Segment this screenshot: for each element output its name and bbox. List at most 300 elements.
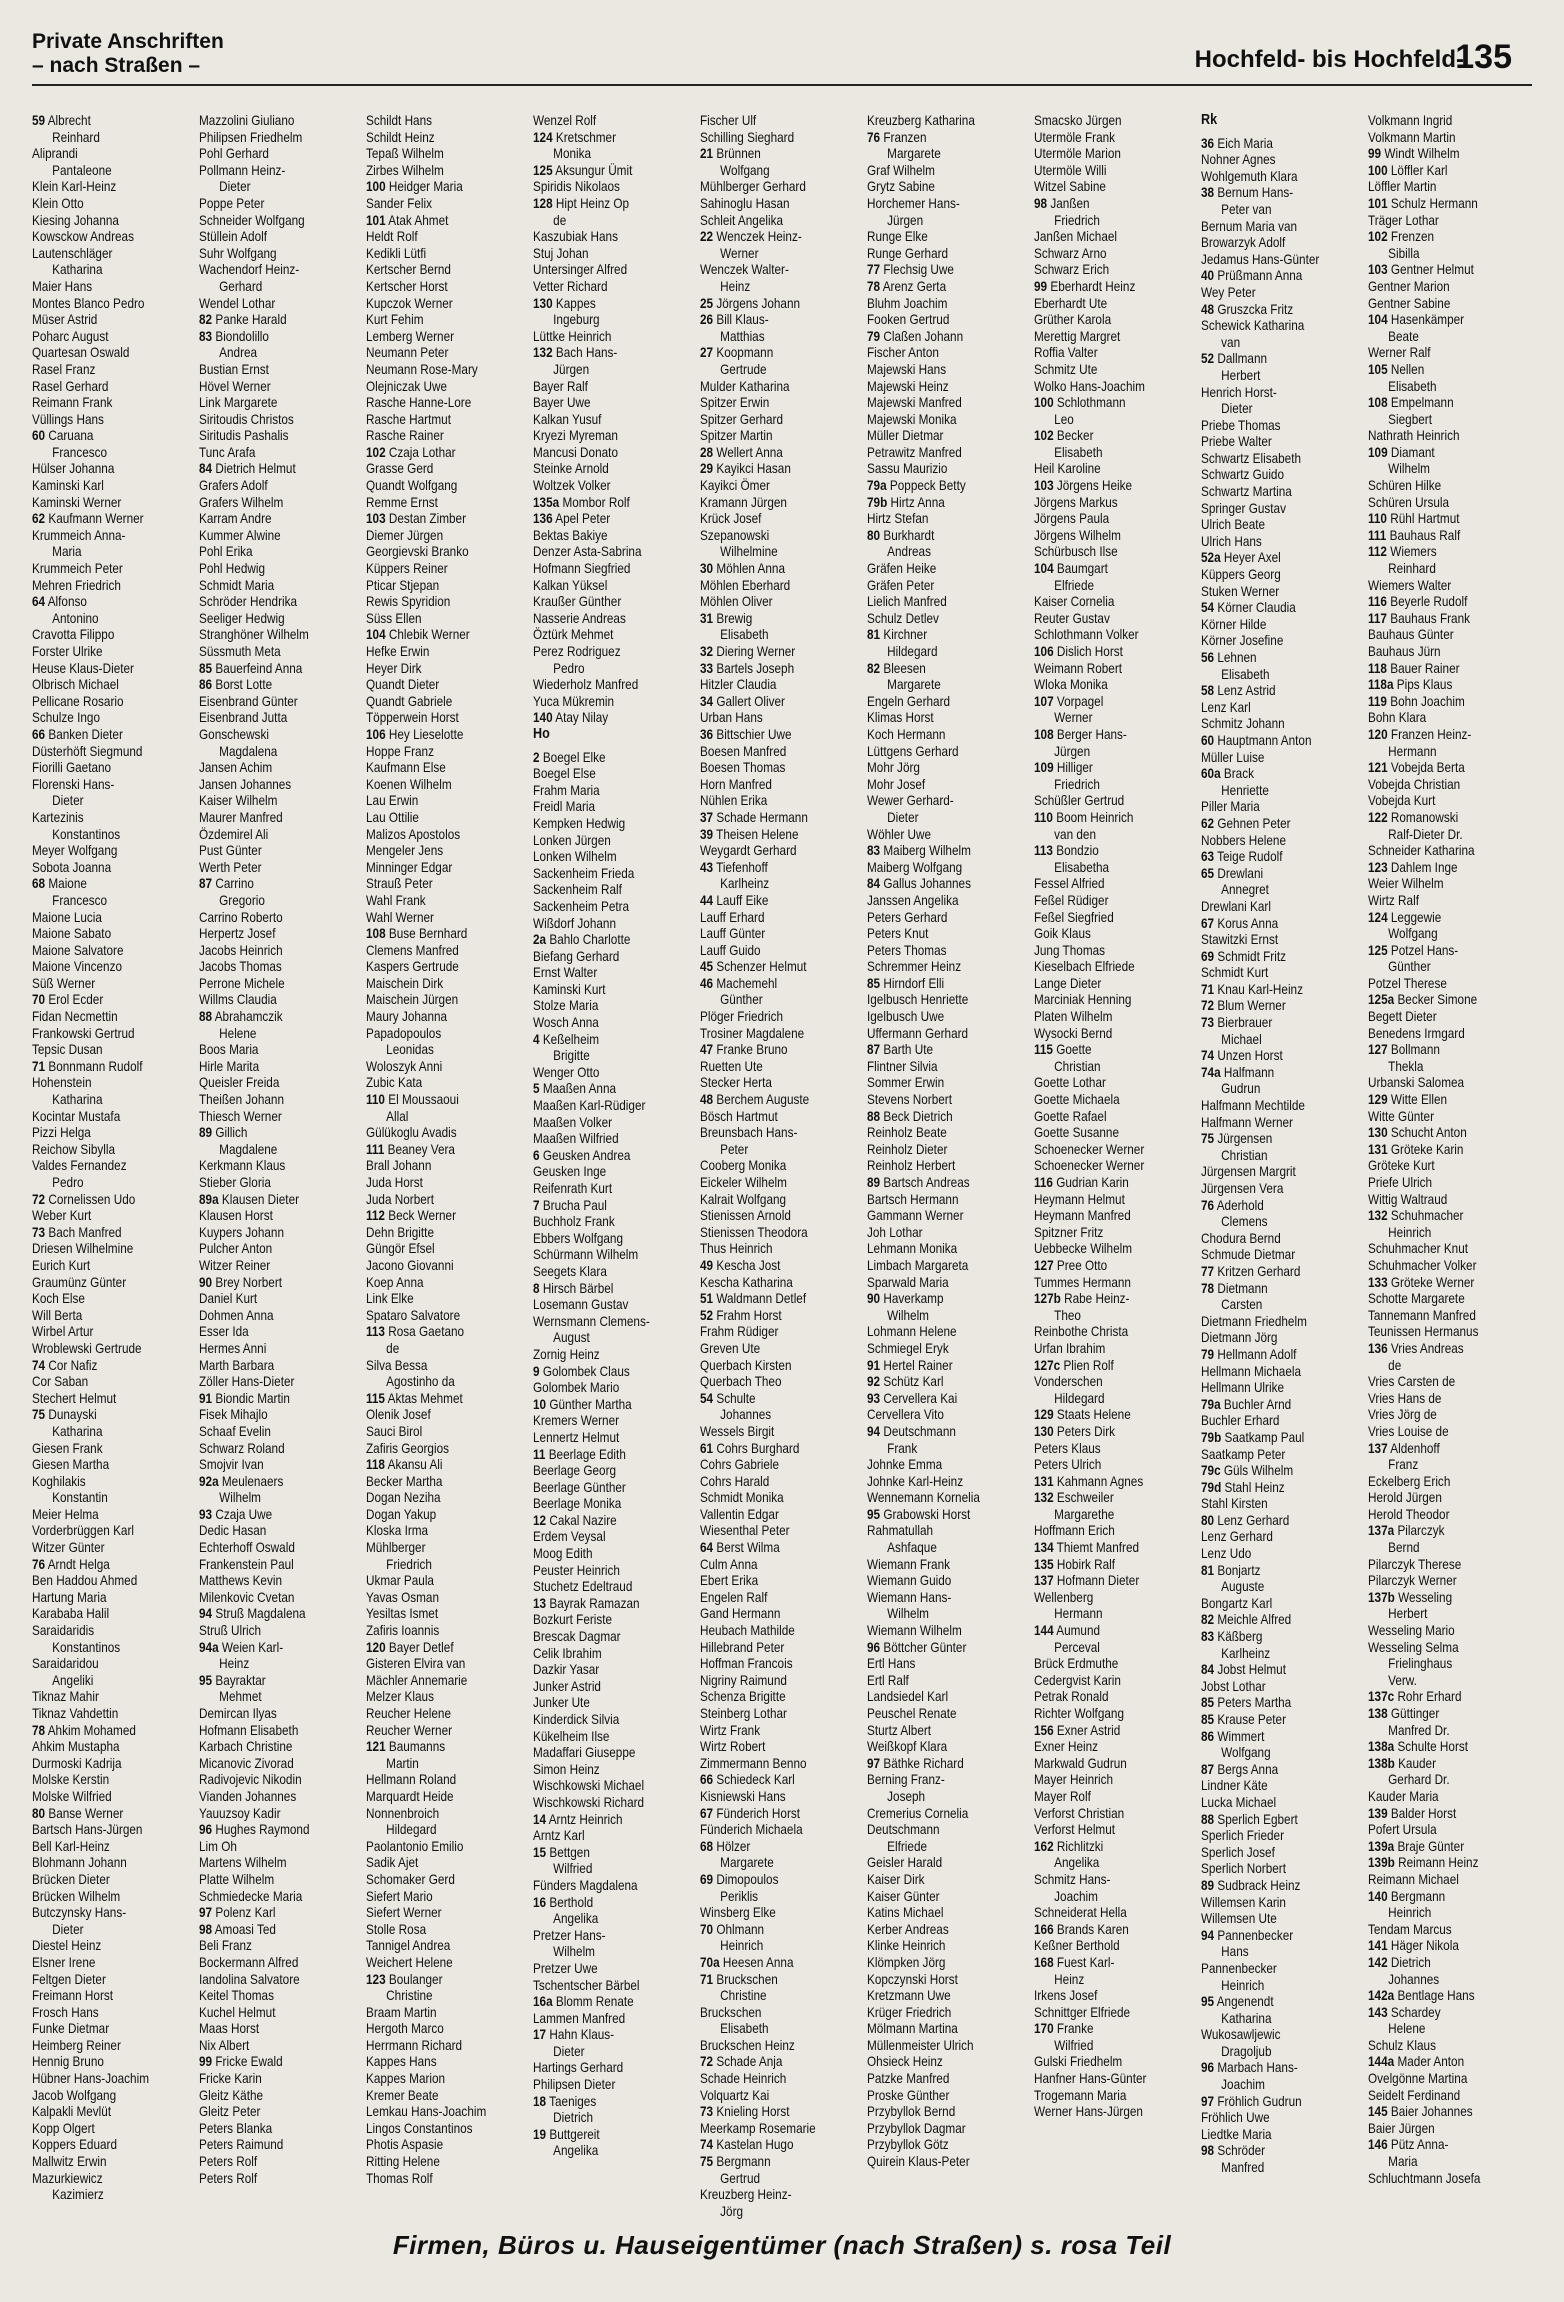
house-number: 87: [199, 875, 213, 892]
directory-entry: 139b Reimann Heinz: [1368, 1854, 1479, 1871]
directory-entry: Quandt Dieter: [366, 676, 440, 693]
directory-entry: Eisenbrand Jutta: [199, 709, 288, 726]
directory-entry: Trosiner Magdalene: [700, 1024, 805, 1041]
directory-entry: 110 Rühl Hartmut: [1368, 510, 1460, 527]
directory-entry: Priebe Thomas: [1201, 416, 1281, 433]
house-number: 166: [1034, 1920, 1054, 1937]
entry-continuation: Dieter: [553, 2042, 585, 2059]
house-number: 104: [1034, 560, 1054, 577]
directory-entry: Horchemer Hans-: [867, 194, 960, 211]
directory-entry: Bauhaus Jürn: [1368, 643, 1441, 659]
directory-entry: Kretzmann Uwe: [867, 1987, 951, 2004]
directory-entry: Heimberg Reiner: [32, 2036, 121, 2053]
directory-entry: Jedamus Hans-Günter: [1201, 250, 1320, 267]
directory-entry: 142 Dietrich: [1368, 1953, 1431, 1970]
entry-continuation: Kazimierz: [52, 2186, 104, 2203]
directory-entry: Gulski Friedhelm: [1034, 2053, 1123, 2070]
directory-entry: 80 Lenz Gerhard: [1201, 1511, 1290, 1528]
directory-entry: Vries Louise de: [1368, 1422, 1449, 1439]
house-number: 78: [1201, 1279, 1215, 1296]
directory-entry: Wernsmann Clemens-: [533, 1312, 650, 1329]
directory-entry: Schneider Katharina: [1368, 842, 1475, 859]
directory-entry: Grytz Sabine: [867, 178, 935, 195]
house-number: 89: [199, 1124, 213, 1141]
directory-entry: Jansen Johannes: [199, 775, 292, 792]
directory-entry: 94 Struß Magdalena: [199, 1605, 306, 1622]
directory-entry: Diemer Jürgen: [366, 526, 444, 543]
directory-entry: Micanovic Zivorad: [199, 1754, 294, 1771]
directory-entry: Frankenstein Paul: [199, 1555, 294, 1572]
directory-entry: 99 Eberhardt Heinz: [1034, 277, 1136, 294]
house-number: 36: [1201, 134, 1215, 151]
house-number: 52: [1201, 350, 1215, 367]
directory-entry: Verforst Christian: [1034, 1804, 1125, 1821]
directory-entry: 97 Polenz Karl: [199, 1904, 276, 1921]
directory-entry: 139 Balder Horst: [1368, 1804, 1457, 1821]
entry-continuation: Elisabetha: [1054, 858, 1110, 875]
directory-entry: Goette Lothar: [1034, 1074, 1106, 1091]
house-number: 129: [1368, 1091, 1388, 1108]
directory-entry: 108 Buse Bernhard: [366, 925, 468, 942]
directory-entry: Peters Blanka: [199, 2119, 273, 2136]
directory-entry: Kalrait Wolfgang: [700, 1190, 787, 1207]
house-number: 80: [867, 526, 881, 543]
directory-entry: Frosch Hans: [32, 2003, 99, 2020]
directory-entry: 98 Amoasi Ted: [199, 1920, 276, 1937]
directory-entry: Nohner Agnes: [1201, 151, 1276, 168]
directory-entry: 109 Diamant: [1368, 443, 1435, 460]
directory-entry: Brücken Wilhelm: [32, 1887, 121, 1904]
directory-entry: Ebert Erika: [700, 1572, 759, 1589]
directory-entry: 146 Pütz Anna-: [1368, 2136, 1449, 2153]
directory-entry: Boesen Manfred: [700, 742, 787, 759]
directory-entry: Boos Maria: [199, 1041, 259, 1058]
page-number: 135: [1455, 38, 1512, 76]
directory-entry: Mölmann Martina: [867, 2020, 958, 2037]
column-4: [533, 112, 684, 2159]
directory-entry: Cohrs Harald: [700, 1472, 770, 1489]
entry-continuation: Monika: [553, 145, 592, 162]
house-number: 11: [533, 1445, 546, 1462]
house-number: 137c: [1368, 1688, 1395, 1705]
directory-entry: Karababa Halil: [32, 1605, 110, 1622]
directory-entry: Feßel Rüdiger: [1034, 891, 1109, 908]
directory-entry: Celik Ibrahim: [533, 1644, 602, 1661]
directory-entry: Stuj Johan: [533, 244, 589, 261]
directory-entry: Minninger Edgar: [366, 858, 453, 875]
directory-entry: Spiridis Nikolaos: [533, 178, 620, 195]
directory-entry: 144 Aumund: [1034, 1622, 1101, 1639]
directory-entry: Lim Oh: [199, 1837, 237, 1854]
directory-entry: Cohrs Gabriele: [700, 1456, 780, 1473]
house-number: 138: [1368, 1705, 1388, 1721]
house-number: 128: [533, 194, 553, 211]
directory-entry: 81 Bonjartz: [1201, 1561, 1261, 1578]
entry-continuation: Wilhelmine: [720, 543, 778, 560]
directory-entry: Sturtz Albert: [867, 1721, 932, 1738]
directory-entry: Buchholz Frank: [533, 1213, 615, 1230]
house-number: 123: [1368, 858, 1388, 875]
house-number: 101: [366, 211, 386, 228]
directory-entry: 26 Bill Klaus-: [700, 311, 769, 328]
house-number: 5: [533, 1080, 540, 1097]
directory-entry: 87 Carrino: [199, 875, 254, 892]
directory-entry: Frahm Maria: [533, 781, 600, 798]
directory-entry: 79c Güls Wilhelm: [1201, 1462, 1294, 1479]
page-title: [32, 30, 224, 78]
house-number: 37: [700, 808, 714, 825]
directory-entry: Wessels Birgit: [700, 1422, 775, 1439]
directory-entry: Peters Rolf: [199, 2153, 258, 2170]
entry-continuation: Hermann: [1054, 1605, 1103, 1622]
directory-entry: Zirbes Wilhelm: [366, 161, 444, 178]
directory-entry: Plöger Friedrich: [700, 1008, 784, 1025]
house-number: 110: [1368, 510, 1387, 527]
house-number: 131: [1034, 1472, 1054, 1489]
directory-entry: Buchler Erhard: [1201, 1412, 1280, 1429]
entry-continuation: Jürgen: [553, 360, 590, 377]
directory-entry: Forster Ulrike: [32, 643, 103, 659]
entry-continuation: Gerhard: [219, 277, 263, 294]
directory-entry: 128 Hipt Heinz Op: [533, 194, 630, 211]
directory-entry: Spitzer Martin: [700, 427, 773, 444]
directory-entry: Heymann Manfred: [1034, 1207, 1131, 1224]
directory-entry: 86 Wimmert: [1201, 1727, 1265, 1744]
directory-entry: Grüther Karola: [1034, 311, 1112, 328]
directory-entry: 70a Heesen Anna: [700, 1953, 794, 1970]
directory-entry: 71 Bruckschen: [700, 1970, 778, 1987]
directory-entry: Kopp Olgert: [32, 2119, 95, 2136]
directory-entry: Kinderdick Silvia: [533, 1711, 620, 1727]
directory-entry: Schomaker Gerd: [366, 1870, 455, 1887]
house-number: 98: [1201, 2142, 1215, 2159]
directory-entry: 105 Nellen: [1368, 360, 1425, 377]
directory-entry: Lingos Constantinos: [366, 2119, 473, 2136]
entry-continuation: Karlheinz: [1221, 1644, 1271, 1661]
directory-entry: Vetter Richard: [533, 277, 608, 294]
directory-entry: 118 Bauer Rainer: [1368, 659, 1460, 676]
entry-continuation: de: [386, 1339, 400, 1356]
directory-entry: Koch Hermann: [867, 725, 946, 742]
directory-entry: 63 Teige Rudolf: [1201, 848, 1283, 865]
entry-continuation: Heinrich: [1388, 1904, 1432, 1921]
directory-entry: Pust Günter: [199, 842, 262, 859]
directory-entry: Junker Astrid: [533, 1677, 601, 1694]
entry-continuation: Angelika: [1054, 1854, 1100, 1871]
entry-continuation: Helene: [219, 1024, 257, 1041]
directory-entry: Jacobs Thomas: [199, 958, 282, 975]
directory-entry: Pohl Hedwig: [199, 560, 266, 577]
directory-entry: Stuken Werner: [1201, 582, 1280, 599]
directory-entry: Molske Kerstin: [32, 1771, 110, 1788]
house-number: 112: [1368, 543, 1387, 560]
directory-entry: Esser Ida: [199, 1323, 249, 1340]
directory-entry: Brück Erdmuthe: [1034, 1655, 1119, 1672]
entry-continuation: Elfriede: [1054, 576, 1095, 593]
directory-entry: Zimmermann Benno: [700, 1754, 807, 1771]
directory-entry: Lauff Günter: [700, 925, 766, 942]
directory-entry: Steinke Arnold: [533, 460, 609, 477]
directory-entry: Jörgens Wilhelm: [1034, 526, 1121, 543]
house-number: 78: [32, 1721, 46, 1738]
directory-entry: 58 Lenz Astrid: [1201, 682, 1276, 699]
directory-entry: Reucher Werner: [366, 1721, 453, 1738]
directory-entry: Heyer Dirk: [366, 659, 422, 676]
directory-entry: 78 Arenz Gerta: [867, 277, 947, 294]
house-number: 54: [1201, 599, 1215, 616]
house-number: 142: [1368, 1953, 1388, 1970]
directory-entry: 139a Braje Günter: [1368, 1837, 1465, 1854]
entry-continuation: Magdalene: [219, 1140, 278, 1157]
house-number: 143: [1368, 2003, 1388, 2020]
house-number: 115: [366, 1389, 385, 1406]
directory-entry: 110 Boom Heinrich: [1034, 808, 1134, 825]
directory-entry: Jansen Achim: [199, 759, 273, 776]
directory-entry: Nonnenbroich: [366, 1804, 440, 1821]
directory-entry: 73 Bierbrauer: [1201, 1014, 1273, 1031]
entry-continuation: Antonino: [52, 609, 99, 626]
directory-entry: Milenkovic Cvetan: [199, 1588, 295, 1605]
house-number: 70: [32, 991, 46, 1008]
directory-entry: Schulze Ingo: [32, 709, 101, 726]
house-number: 118: [366, 1456, 385, 1473]
directory-entry: Schröder Hendrika: [199, 593, 298, 610]
directory-entry: Uffermann Gerhard: [867, 1024, 969, 1041]
entry-continuation: Jürgen: [887, 211, 924, 228]
house-number: 94: [867, 1422, 881, 1439]
directory-entry: Maiberg Wolfgang: [867, 858, 963, 875]
directory-entry: Witzer Günter: [32, 1539, 105, 1556]
directory-entry: Steinberg Lothar: [700, 1705, 787, 1721]
directory-entry: Schüren Ursula: [1368, 493, 1450, 510]
directory-entry: 125 Potzel Hans-: [1368, 941, 1459, 958]
house-number: 118a: [1368, 676, 1394, 693]
house-number: 80: [32, 1804, 46, 1821]
directory-entry: 60 Caruana: [32, 427, 94, 444]
directory-entry: Ertl Hans: [867, 1655, 916, 1672]
directory-entry: Witzel Sabine: [1034, 178, 1106, 195]
directory-entry: 138 Güttinger: [1368, 1705, 1440, 1721]
directory-entry: Sackenheim Petra: [533, 897, 630, 914]
house-number: 18: [533, 2092, 547, 2109]
directory-entry: Wenzel Rolf: [533, 112, 597, 128]
directory-entry: Grafers Adolf: [199, 477, 268, 494]
directory-entry: Smacsko Jürgen: [1034, 112, 1122, 128]
house-number: 85: [1201, 1694, 1215, 1711]
house-number: 6: [533, 1146, 540, 1163]
directory-entry: Springer Gustav: [1201, 499, 1286, 516]
directory-entry: Keßner Berthold: [1034, 1937, 1120, 1954]
directory-entry: Begett Dieter: [1368, 1008, 1437, 1025]
house-number: 46: [700, 974, 714, 991]
entry-continuation: Peter: [720, 1140, 749, 1157]
house-number: 111: [1368, 526, 1387, 543]
entry-continuation: Dieter: [1221, 400, 1253, 417]
directory-entry: 27 Koopmann: [700, 344, 774, 361]
directory-entry: Thomas Rolf: [366, 2169, 433, 2186]
directory-entry: Stienissen Theodora: [700, 1223, 808, 1240]
directory-entry: Schneider Wolfgang: [199, 211, 305, 228]
directory-entry: Wischkowski Richard: [533, 1793, 645, 1810]
entry-continuation: Katharina: [1221, 2009, 1272, 2026]
house-number: 87: [867, 1041, 881, 1058]
directory-entry: Neumann Peter: [366, 344, 449, 361]
entry-continuation: Heinrich: [1388, 1223, 1432, 1240]
house-number: 16a: [533, 1993, 553, 2010]
entry-continuation: Beate: [1388, 327, 1419, 344]
directory-entry: 85 Hirndorf Elli: [867, 974, 945, 991]
entry-continuation: Werner: [1054, 709, 1093, 726]
directory-entry: 37 Schade Hermann: [700, 808, 808, 825]
column-9: [1368, 112, 1519, 2186]
directory-entry: Vorderbrüggen Karl: [32, 1522, 134, 1539]
directory-entry: Heuse Klaus-Dieter: [32, 659, 134, 676]
directory-entry: Blohmann Johann: [32, 1854, 127, 1871]
directory-entry: 162 Richlitzki: [1034, 1837, 1104, 1854]
entry-continuation: Wilfried: [1054, 2036, 1094, 2053]
directory-entry: 117 Bauhaus Frank: [1368, 609, 1471, 626]
directory-entry: 86 Borst Lotte: [199, 676, 273, 693]
directory-entry: 103 Destan Zimber: [366, 510, 467, 527]
house-number: 130: [1368, 1124, 1388, 1141]
directory-entry: Hennig Bruno: [32, 2053, 104, 2070]
directory-entry: Maier Hans: [32, 277, 93, 294]
directory-entry: Wahl Frank: [366, 891, 426, 908]
directory-entry: Schluchtmann Josefa: [1368, 2169, 1481, 2186]
directory-entry: Hoffman Francois: [700, 1655, 793, 1672]
directory-entry: Maione Vincenzo: [32, 958, 123, 975]
directory-entry: Gand Hermann: [700, 1605, 781, 1622]
directory-entry: Peters Ulrich: [1034, 1456, 1102, 1473]
directory-entry: Willemsen Karin: [1201, 1893, 1286, 1910]
directory-entry: Schwartz Martina: [1201, 483, 1292, 500]
directory-entry: Vries Hans de: [1368, 1389, 1442, 1406]
directory-entry: 6 Geusken Andrea: [533, 1146, 631, 1163]
directory-entry: Uebbecke Wilhelm: [1034, 1240, 1133, 1257]
entry-continuation: Bernd: [1388, 1539, 1420, 1556]
directory-entry: Marciniak Henning: [1034, 991, 1132, 1008]
directory-entry: 52a Heyer Axel: [1201, 549, 1281, 566]
directory-entry: Eberhardt Ute: [1034, 294, 1108, 311]
directory-entry: Nasserie Andreas: [533, 609, 626, 626]
directory-entry: Fisek Mihajlo: [199, 1406, 268, 1423]
directory-entry: Kieselbach Elfriede: [1034, 958, 1135, 975]
directory-entry: Kuypers Johann: [199, 1223, 284, 1240]
directory-entry: Carrino Roberto: [199, 908, 283, 925]
directory-entry: Piller Maria: [1201, 798, 1260, 815]
house-number: 104: [1368, 311, 1388, 328]
directory-entry: 74 Unzen Horst: [1201, 1047, 1283, 1064]
directory-entry: Kaminski Werner: [32, 493, 122, 510]
house-number: 95: [199, 1671, 213, 1688]
directory-entry: Wesseling Mario: [1368, 1622, 1455, 1639]
directory-entry: 40 Prüßmann Anna: [1201, 267, 1303, 284]
house-number: 112: [366, 1207, 385, 1224]
directory-entry: Schmude Dietmar: [1201, 1246, 1296, 1263]
directory-entry: Wahl Werner: [366, 908, 434, 925]
directory-entry: Tiknaz Vahdettin: [32, 1705, 119, 1721]
directory-entry: Kedikli Lütfi: [366, 244, 427, 261]
directory-entry: 131 Kahmann Agnes: [1034, 1472, 1144, 1489]
entry-continuation: Hildegard: [386, 1821, 437, 1838]
directory-entry: Pellicane Rosario: [32, 692, 124, 709]
directory-entry: Mayer Rolf: [1034, 1787, 1091, 1804]
directory-entry: Tunc Arafa: [199, 443, 256, 460]
directory-entry: 94 Deutschmann: [867, 1422, 956, 1439]
directory-entry: 45 Schenzer Helmut: [700, 958, 807, 975]
directory-entry: Freidl Maria: [533, 798, 596, 815]
directory-entry: Hellmann Roland: [366, 1771, 457, 1788]
directory-entry: Jörgens Paula: [1034, 510, 1110, 527]
column-2: [199, 112, 350, 2186]
entry-continuation: Gertrud: [720, 2169, 761, 2186]
directory-entry: Weißkopf Klara: [867, 1738, 948, 1755]
directory-entry: 130 Peters Dirk: [1034, 1422, 1116, 1439]
directory-entry: Becker Martha: [366, 1472, 443, 1489]
directory-entry: Przybyllok Götz: [867, 2136, 949, 2153]
directory-entry: Witzer Reiner: [199, 1256, 271, 1273]
house-number: 68: [700, 1837, 714, 1854]
directory-entry: 127b Rabe Heinz-: [1034, 1290, 1130, 1307]
directory-entry: Schildt Heinz: [366, 128, 435, 145]
directory-entry: Kerkmann Klaus: [199, 1157, 286, 1174]
house-number: 127: [1034, 1256, 1054, 1273]
directory-entry: Schaaf Evelin: [199, 1422, 271, 1439]
house-number: 59: [32, 112, 46, 128]
entry-continuation: Margarete: [887, 145, 941, 162]
directory-entry: Simon Heinz: [533, 1760, 600, 1777]
directory-entry: Möhlen Eberhard: [700, 576, 791, 593]
directory-entry: Hartings Gerhard: [533, 2059, 624, 2076]
street-range: Hochfeld- bis Hochfeld-: [1194, 46, 1464, 73]
house-number: 75: [1201, 1130, 1215, 1147]
entry-continuation: Henriette: [1221, 781, 1269, 798]
directory-entry: Culm Anna: [700, 1555, 758, 1572]
house-number: 36: [700, 725, 714, 742]
directory-entry: Lau Ottilie: [366, 808, 419, 825]
directory-entry: Sperlich Norbert: [1201, 1860, 1286, 1877]
directory-entry: Reinholz Dieter: [867, 1140, 948, 1157]
directory-entry: 137 Aldenhoff: [1368, 1439, 1440, 1456]
directory-entry: Schuhmacher Knut: [1368, 1240, 1469, 1257]
directory-entry: 112 Wiemers: [1368, 543, 1437, 560]
directory-entry: Bernum Maria van: [1201, 217, 1298, 234]
directory-entry: Ukmar Paula: [366, 1572, 434, 1589]
directory-entry: Kalpakli Mevlüt: [32, 2103, 112, 2120]
entry-continuation: Margarete: [887, 676, 941, 693]
house-number: 69: [1201, 947, 1215, 964]
directory-entry: Mohr Josef: [867, 775, 926, 792]
directory-entry: 79d Stahl Heinz: [1201, 1478, 1285, 1495]
directory-entry: Töpperwein Horst: [366, 709, 459, 726]
directory-entry: Hartung Maria: [32, 1588, 107, 1605]
directory-entry: Kupczok Werner: [366, 294, 453, 311]
directory-entry: Strauß Peter: [366, 875, 433, 892]
directory-entry: Schotte Margarete: [1368, 1290, 1465, 1307]
directory-entry: 137b Wesseling: [1368, 1588, 1453, 1605]
directory-entry: Sperlich Frieder: [1201, 1827, 1285, 1844]
directory-entry: Schwarz Erich: [1034, 261, 1110, 278]
directory-entry: Beerlage Georg: [533, 1462, 617, 1479]
house-number: 104: [366, 626, 386, 643]
directory-entry: 140 Bergmann: [1368, 1887, 1446, 1904]
directory-entry: Reuter Gustav: [1034, 609, 1110, 626]
directory-entry: 96 Böttcher Günter: [867, 1638, 967, 1655]
house-number: 75: [32, 1406, 46, 1423]
directory-entry: Priebe Walter: [1201, 433, 1272, 450]
directory-entry: Volkmann Martin: [1368, 128, 1456, 145]
entry-continuation: Brigitte: [553, 1047, 590, 1064]
